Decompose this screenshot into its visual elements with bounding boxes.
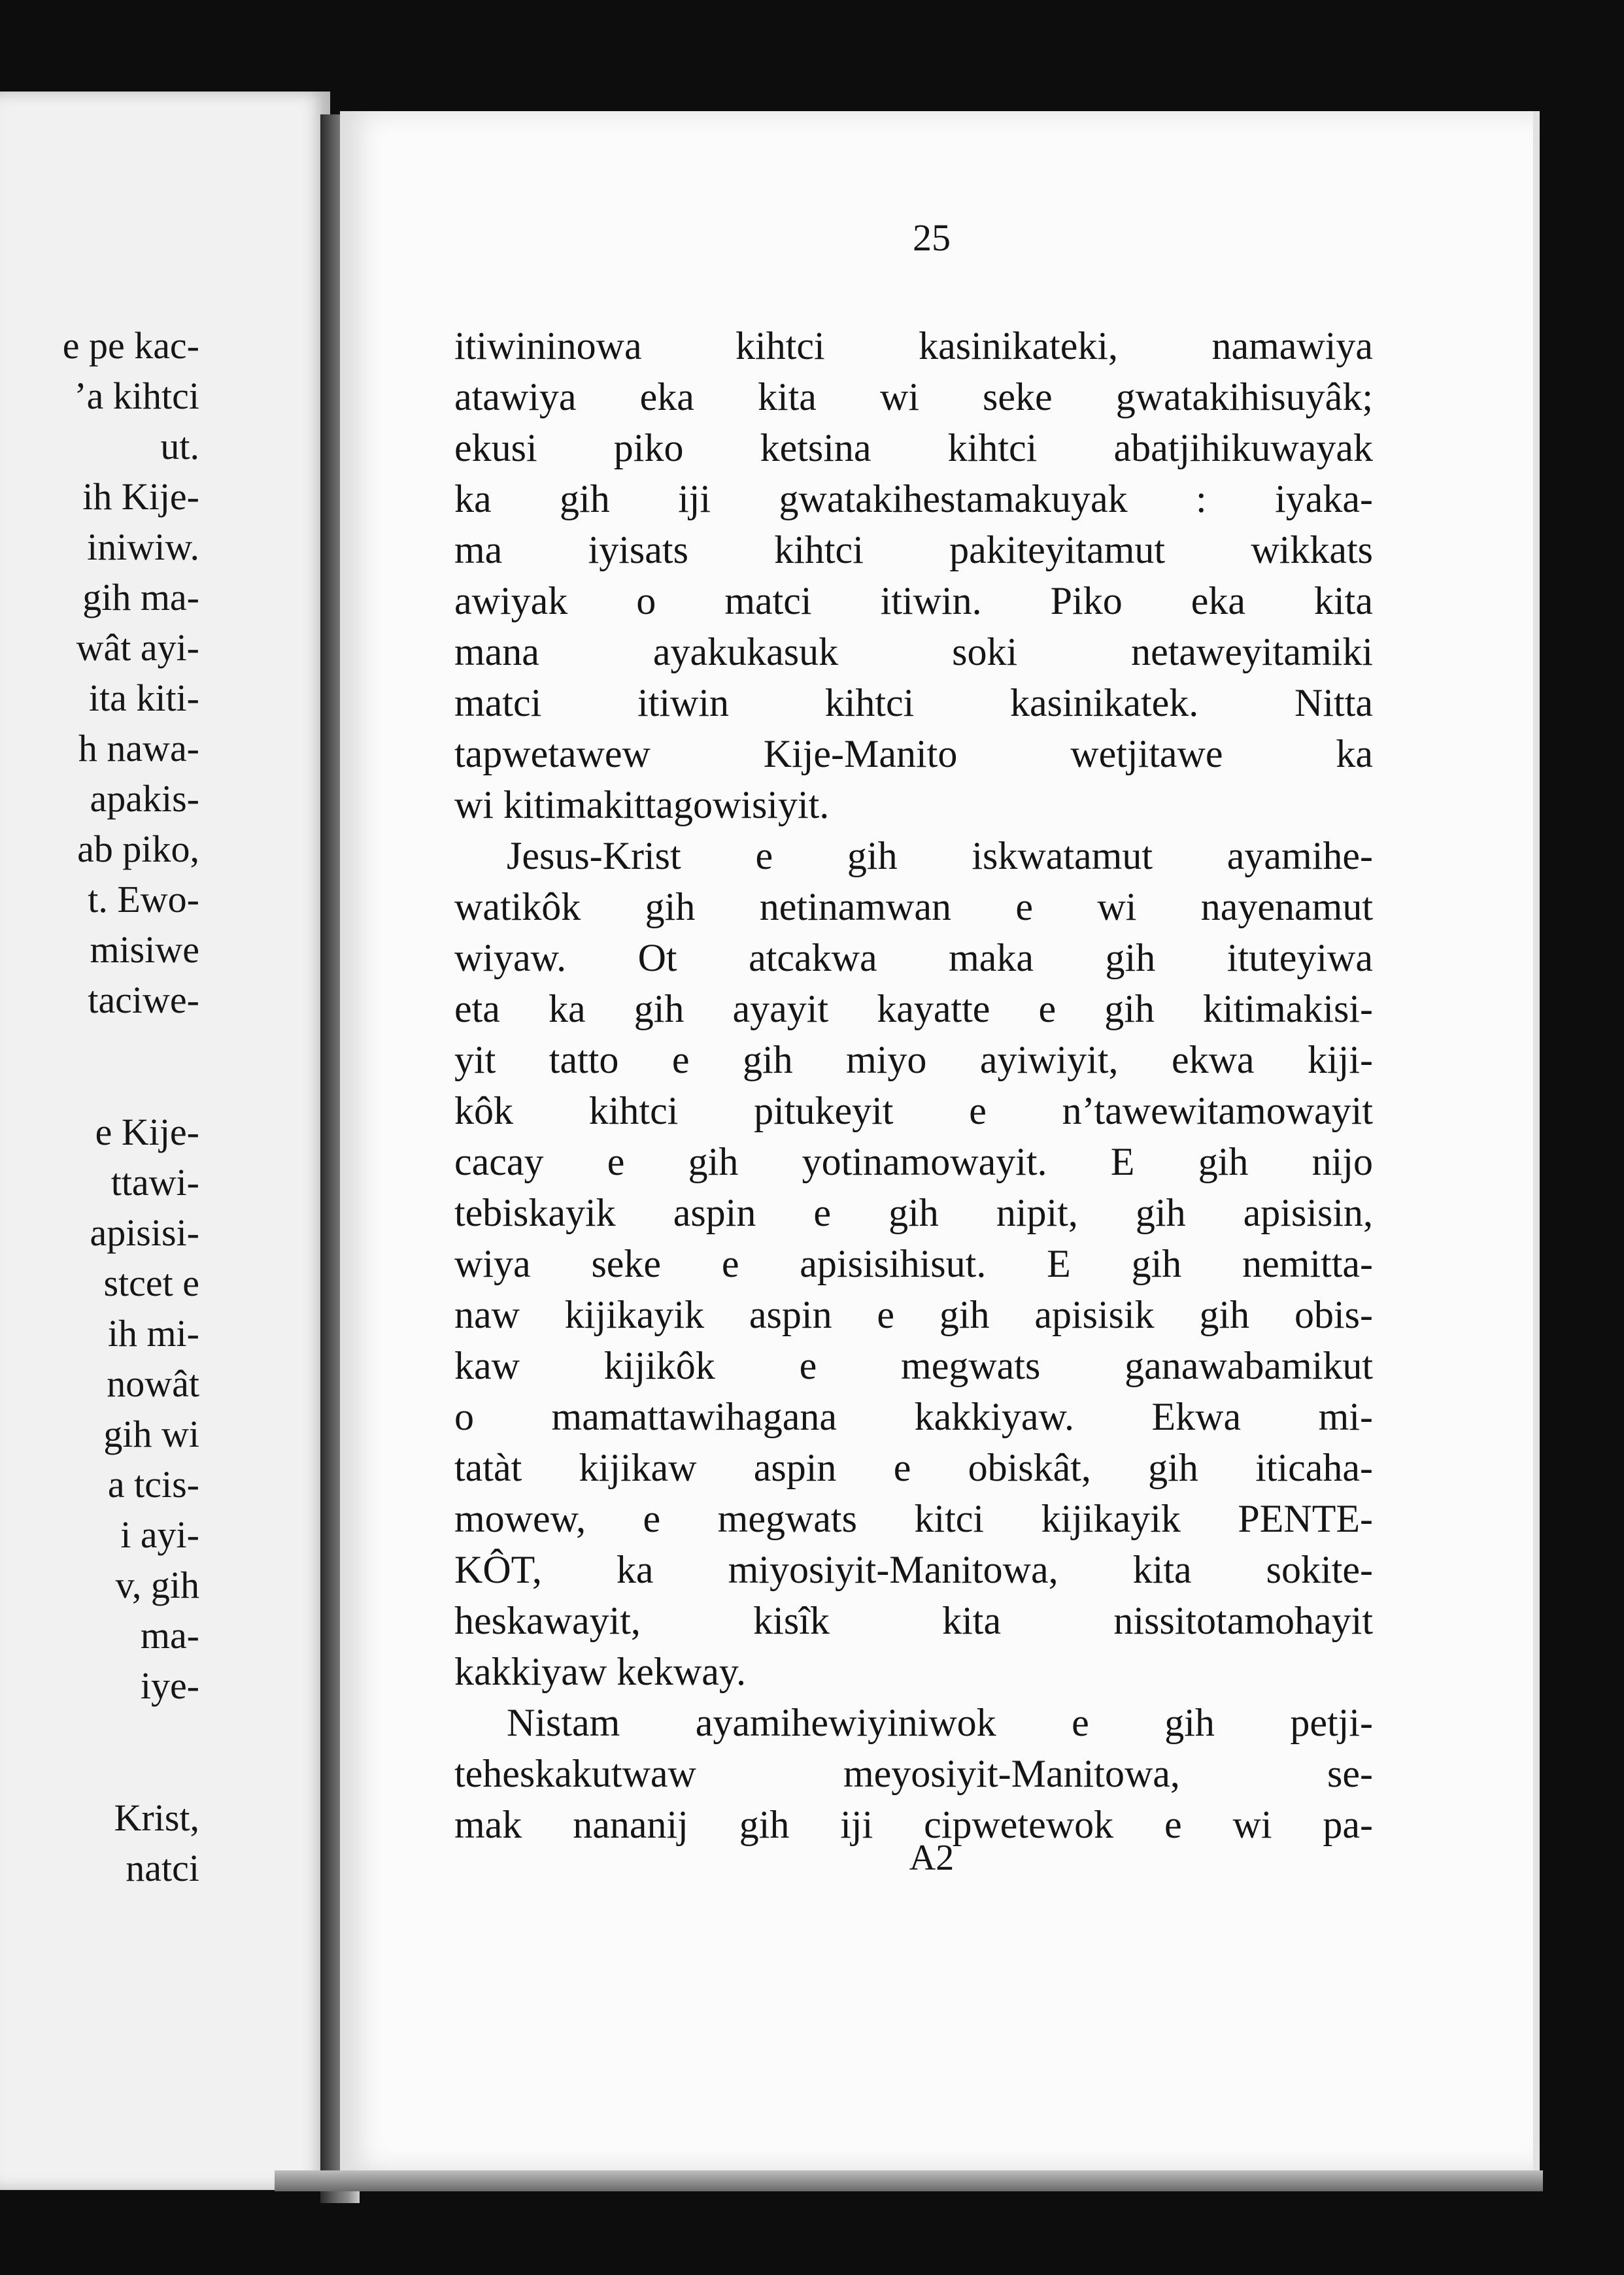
left-page-line: ttawi-: [110, 1161, 199, 1204]
paragraph: [454, 1697, 1373, 1850]
text-line: kaw kijikôk e megwats ganawabamikut: [454, 1344, 1373, 1387]
text-line: tatàt kijikaw aspin e obiskât, gih iticaha-: [454, 1446, 1373, 1489]
text-line: naw kijikayik aspin e gih apisisik gih obis-: [454, 1293, 1373, 1336]
page-body-text: [454, 320, 1373, 1850]
left-page-line: gih wi: [103, 1413, 199, 1455]
text-line: kôk kihtci pitukeyit e n’tawewitamowayit: [454, 1089, 1373, 1132]
text-line: itiwininowa kihtci kasinikateki, namawiya: [454, 324, 1373, 367]
text-line: mak nananij gih iji cipwetewok e wi pa-: [454, 1803, 1373, 1846]
left-page-line: e pe kac-: [62, 324, 199, 367]
left-page-line: ab piko,: [77, 828, 199, 870]
text-line: wiyaw. Ot atcakwa maka gih ituteyiwa: [454, 936, 1373, 979]
left-page-line: wât ayi-: [76, 626, 199, 669]
text-line: atawiya eka kita wi seke gwatakihisuyâk;: [454, 375, 1373, 418]
page-bottom-edge: [275, 2170, 1543, 2191]
left-page-line: gih ma-: [82, 576, 199, 618]
text-line: matci itiwin kihtci kasinikatek. Nitta: [454, 681, 1373, 724]
text-line: wi kitimakittagowisiyit.: [454, 783, 830, 826]
text-line: heskawayit, kisîk kita nissitotamohayit: [454, 1599, 1373, 1642]
left-page-line: ut.: [160, 425, 199, 467]
text-line: Nistam ayamihewiyiniwok e gih petji-: [507, 1701, 1373, 1744]
left-page-line: v, gih: [115, 1564, 199, 1606]
left-page-line: iniwiw.: [87, 526, 199, 568]
text-line: ma iyisats kihtci pakiteyitamut wikkats: [454, 528, 1373, 571]
left-page-line: stcet e: [103, 1262, 199, 1304]
left-page-line: h nawa-: [78, 727, 199, 769]
text-line: KÔT, ka miyosiyit-Manitowa, kita sokite-: [454, 1548, 1373, 1591]
left-page-line: t. Ewo-: [88, 878, 199, 920]
text-line: mana ayakukasuk soki netaweyitamiki: [454, 630, 1373, 673]
page-number: 25: [913, 216, 951, 259]
text-line: teheskakutwaw meyosiyit-Manitowa, se-: [454, 1752, 1373, 1795]
left-page-line: iye-: [140, 1664, 199, 1707]
left-page-line: e Kije-: [95, 1111, 199, 1153]
left-page-line: ita kiti-: [88, 677, 199, 719]
left-page-line: a tcis-: [107, 1463, 199, 1506]
left-page-line: ’a kihtci: [74, 375, 199, 417]
left-page-line: natci: [126, 1847, 199, 1889]
text-line: cacay e gih yotinamowayit. E gih nijo: [454, 1140, 1373, 1183]
left-page-line: ih Kije-: [82, 475, 199, 518]
left-page-text: [0, 320, 199, 1893]
left-page-line: apakis-: [90, 777, 199, 820]
left-page-line: [0, 1025, 199, 1107]
text-line: ekusi piko ketsina kihtci abatjihikuwayak: [454, 426, 1373, 469]
text-line: awiyak o matci itiwin. Piko eka kita: [454, 579, 1373, 622]
text-line: Jesus-Krist e gih iskwatamut ayamihe-: [507, 834, 1373, 877]
text-line: yit tatto e gih miyo ayiwiyit, ekwa kiji-: [454, 1038, 1373, 1081]
signature-mark: A2: [909, 1838, 955, 1878]
left-page-line: misiwe: [90, 928, 199, 971]
text-line: mowew, e megwats kitci kijikayik PENTE-: [454, 1497, 1373, 1540]
left-page-line: apisisi-: [90, 1211, 199, 1254]
left-page-line: nowât: [107, 1362, 199, 1405]
text-line: tapwetawew Kije-Manito wetjitawe ka: [454, 732, 1373, 775]
left-page-line: taciwe-: [88, 979, 199, 1021]
text-line: watikôk gih netinamwan e wi nayenamut: [454, 885, 1373, 928]
left-page-line: Krist,: [114, 1796, 199, 1839]
left-page-line: ma-: [140, 1614, 199, 1657]
text-line: tebiskayik aspin e gih nipit, gih apisisin,: [454, 1191, 1373, 1234]
text-line: wiya seke e apisisihisut. E gih nemitta-: [454, 1242, 1373, 1285]
paragraph: [454, 320, 1373, 830]
left-page-line: ih mi-: [107, 1312, 199, 1355]
paragraph: [454, 830, 1373, 1697]
left-page-line: i ayi-: [120, 1513, 199, 1556]
text-line: kakkiyaw kekway.: [454, 1650, 746, 1693]
text-line: ka gih iji gwatakihestamakuyak : iyaka-: [454, 477, 1373, 520]
text-line: o mamattawihagana kakkiyaw. Ekwa mi-: [454, 1395, 1373, 1438]
left-page-line: [0, 1711, 199, 1793]
text-line: eta ka gih ayayit kayatte e gih kitimakisi-: [454, 987, 1373, 1030]
